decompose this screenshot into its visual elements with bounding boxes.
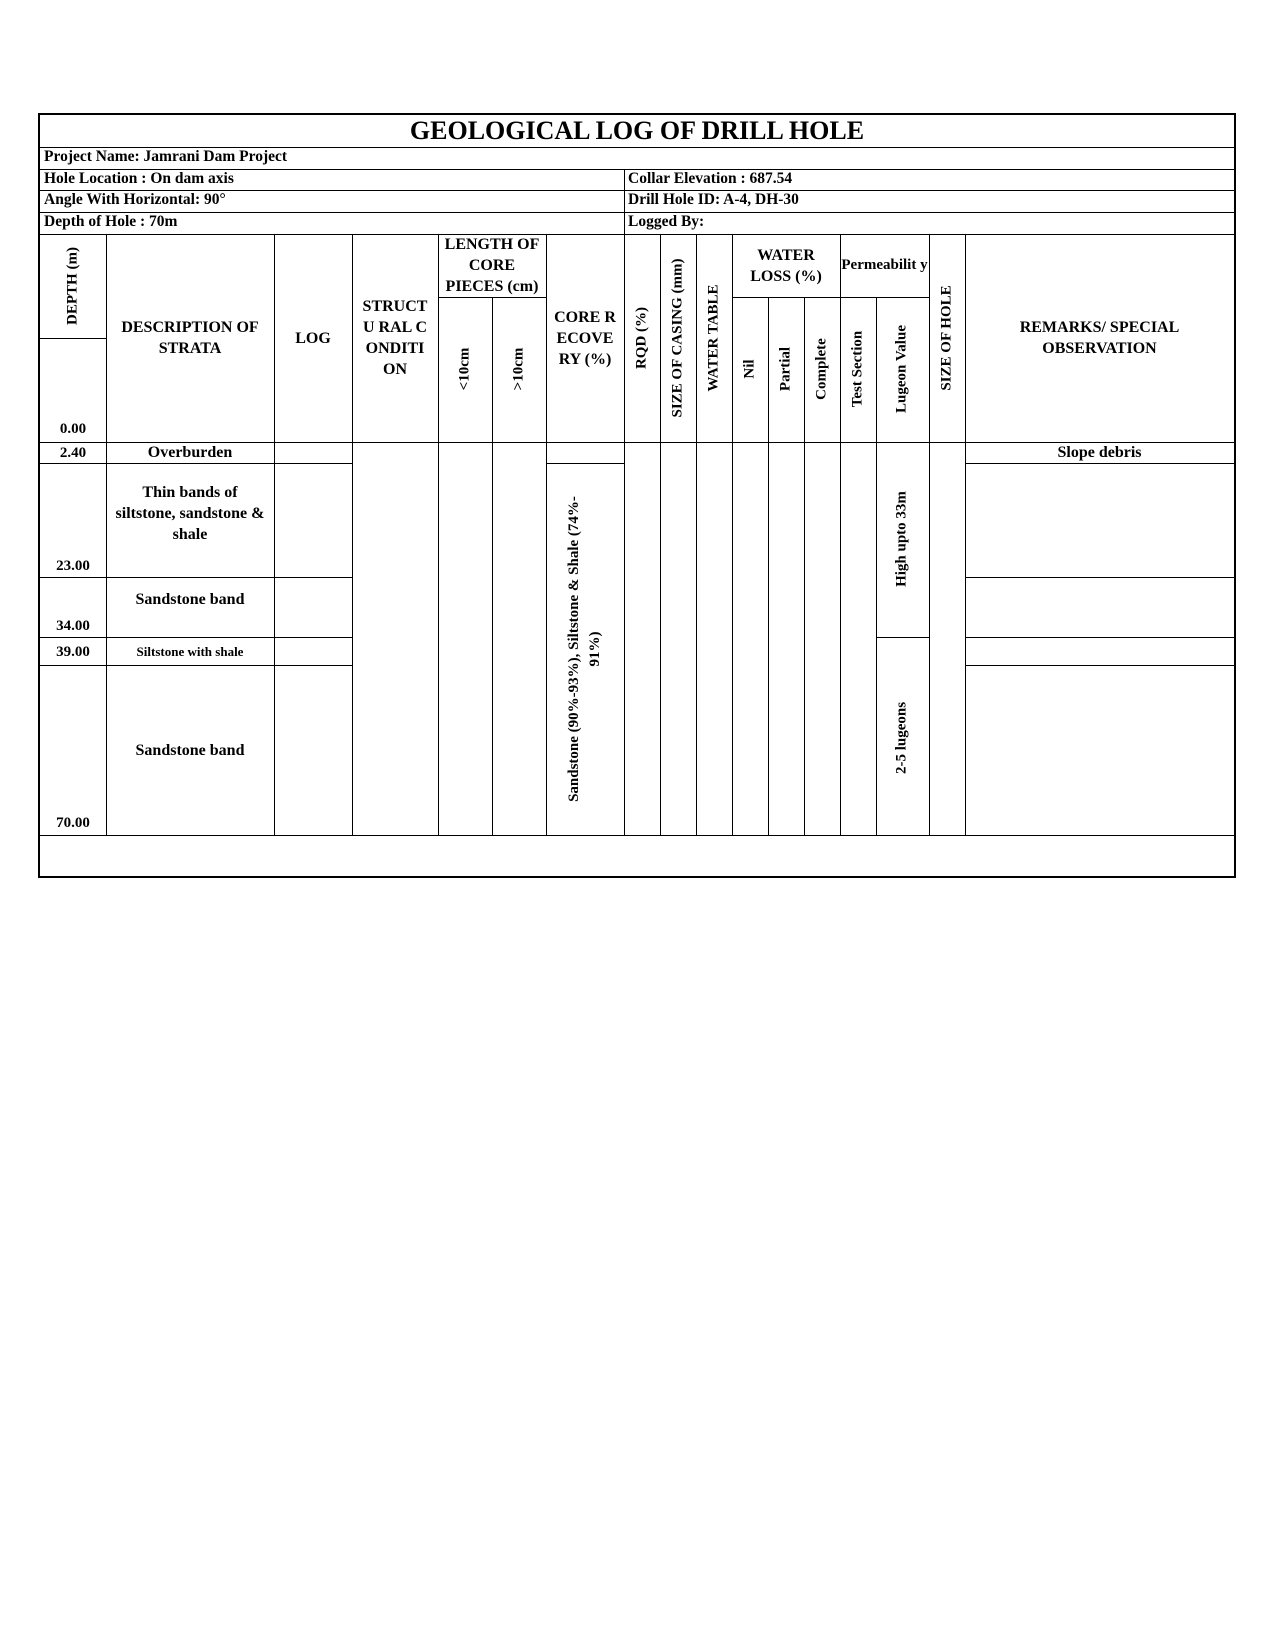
strata-description: Siltstone with shale [136, 643, 244, 659]
casing-size-header: SIZE OF CASING (mm) [669, 258, 686, 418]
description-header: DESCRIPTION OF STRATA [121, 319, 259, 357]
core-recovery-header: CORE RECOVE RY (%) [554, 308, 616, 368]
complete-header: Complete [813, 338, 830, 400]
lugeon-lower-value: 2-5 lugeons [893, 701, 910, 775]
hole-size-header: SIZE OF HOLE [938, 285, 955, 391]
depth-value: 70.00 [56, 815, 90, 831]
structural-condition-header: STRUCTU RAL CONDITI ON [362, 298, 428, 378]
project-name: Project Name: Jamrani Dam Project [44, 148, 288, 165]
core-recovery-note: Sandstone (90%-93%), Siltstone & Shale (74%- 91%) [566, 496, 603, 802]
remarks-value: Slope debris [1057, 444, 1142, 461]
depth-value: 23.00 [56, 558, 90, 574]
strata-description: Thin bands of siltstone, sandstone & shale [115, 483, 265, 543]
depth-start-value: 0.00 [59, 421, 87, 437]
lt10cm-header: <10cm [456, 347, 473, 391]
depth-value: 34.00 [56, 618, 90, 634]
water-table-header: WATER TABLE [705, 284, 722, 392]
collar-elevation: Collar Elevation : 687.54 [628, 170, 793, 187]
remarks-value [965, 637, 1234, 665]
partial-header: Partial [777, 346, 794, 392]
nil-header: Nil [741, 359, 758, 379]
permeability-header: Permeabilit y [841, 257, 928, 273]
strata-description: Sandstone band [135, 590, 245, 608]
strata-description: Overburden [147, 444, 233, 461]
remarks-value [965, 577, 1234, 637]
depth-value: 2.40 [59, 445, 87, 461]
remarks-value [965, 665, 1234, 835]
remarks-header: REMARKS/ SPECIAL OBSERVATION [1019, 319, 1180, 357]
page-title: GEOLOGICAL LOG OF DRILL HOLE [409, 116, 865, 145]
strata-description: Sandstone band [135, 741, 245, 759]
angle-with-horizontal: Angle With Horizontal: 90° [44, 191, 226, 208]
depth-of-hole: Depth of Hole : 70m [44, 213, 178, 230]
drill-hole-id: Drill Hole ID: A-4, DH-30 [628, 191, 799, 208]
remarks-value [965, 463, 1234, 577]
lugeon-upper-value: High upto 33m [893, 491, 910, 587]
test-section-header: Test Section [849, 330, 866, 408]
water-loss-header: WATER LOSS (%) [750, 246, 822, 285]
core-length-header: LENGTH OF CORE PIECES (cm) [444, 236, 540, 295]
rqd-header: RQD (%) [633, 306, 650, 370]
logged-by: Logged By: [628, 213, 705, 230]
drill-log-sheet [38, 113, 1236, 878]
lugeon-value-header: Lugeon Value [893, 325, 910, 413]
log-header: LOG [295, 329, 331, 347]
hole-location: Hole Location : On dam axis [44, 170, 234, 187]
depth-value: 39.00 [56, 644, 90, 660]
depth-header: DEPTH (m) [64, 247, 81, 325]
gt10cm-header: >10cm [510, 347, 527, 391]
